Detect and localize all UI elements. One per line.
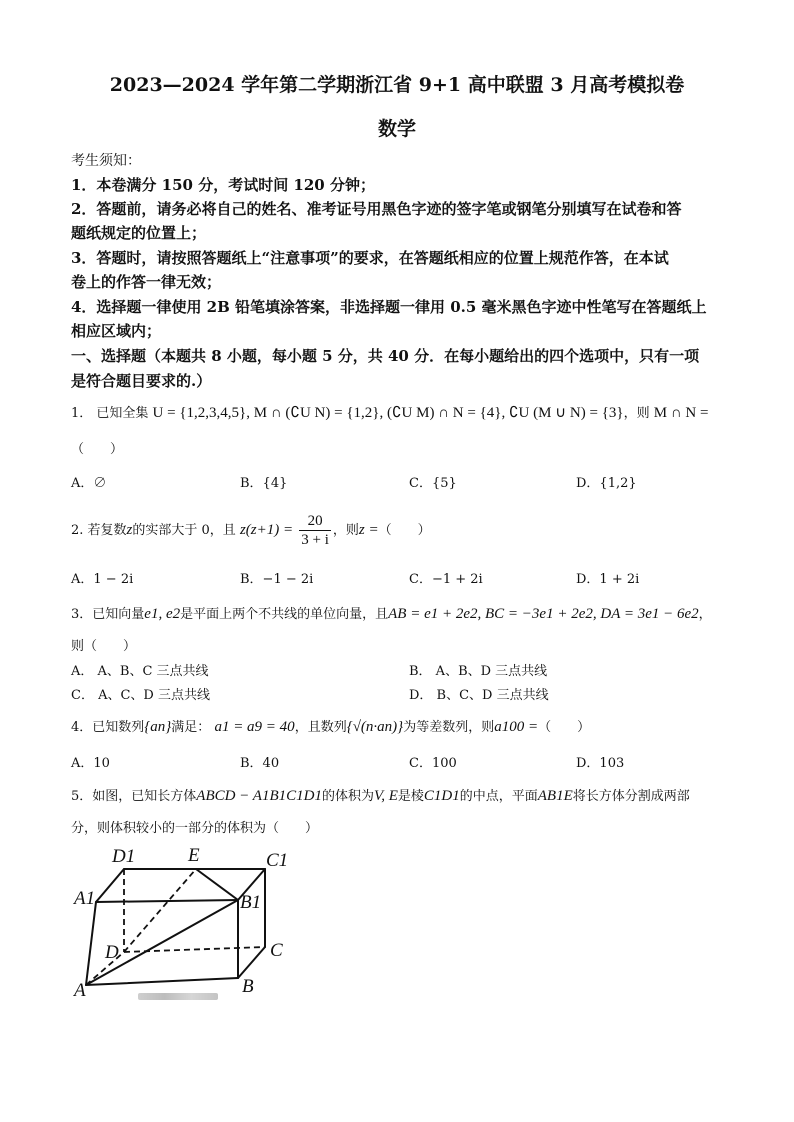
q2-tail: ，则 [332, 523, 359, 538]
q4-option-d: D．103 [576, 756, 625, 771]
label-b1: B1 [240, 892, 262, 913]
q4-option-c: C．100 [409, 756, 457, 771]
q1-ask: ，则 [623, 406, 650, 421]
label-a: A [74, 980, 86, 1001]
notice-item-3: 3．答题时，请按照答题纸上“注意事项”的要求，在答题纸相应的位置上规范作答，在本试 [71, 249, 669, 267]
q1-cond2: , (∁U M) ∩ N = {4} [379, 405, 502, 421]
label-e: E [188, 845, 200, 866]
cuboid-figure [72, 842, 302, 1002]
question-2 [71, 512, 431, 549]
q2-option-b: B．−1 − 2i [240, 572, 314, 587]
notice-item-3-cont: 卷上的作答一律无效； [71, 273, 222, 291]
edge-aa1 [86, 902, 96, 985]
q5-line1-d: 的中点，平面 [459, 789, 538, 804]
section-heading-cont: 是符合题目要求的.） [71, 372, 212, 390]
q3-option-c: C． A、C、D 三点共线 [71, 688, 210, 703]
q2-paren: （ ） [378, 523, 431, 538]
q5-line1-b: 的体积为 [321, 789, 374, 804]
q4-mid3: 为等差数列，则 [403, 720, 495, 735]
q5-vars: V, E [373, 788, 398, 804]
q2-mid: 的实部大于 0，且 [132, 523, 236, 538]
q4-paren: （ ） [538, 720, 591, 735]
q1-target: M ∩ N = [653, 405, 709, 421]
q4-option-a: A．10 [71, 756, 110, 771]
label-b: B [242, 976, 254, 997]
q1-option-b: B．{4} [240, 476, 288, 491]
edge-a1b1 [96, 900, 238, 902]
q2-expr: z(z+1) = [239, 522, 294, 538]
q5-line1-a: 5．如图，已知长方体 [71, 789, 197, 804]
q4-mid2: ，且数列 [294, 720, 347, 735]
q4-stem: 4．已知数列 [71, 720, 145, 735]
q4-option-b: B．40 [240, 756, 280, 771]
q1-cond1: , M ∩ (∁U N) = {1,2} [246, 405, 380, 421]
question-1 [71, 402, 708, 422]
q3-vectors: e1, e2 [144, 606, 181, 622]
notice-item-4-cont: 相应区域内； [71, 322, 162, 340]
q3-stem: 3．已知向量 [71, 607, 145, 622]
label-c1: C1 [266, 850, 289, 871]
q2-option-a: A．1 − 2i [71, 572, 134, 587]
watermark-strip [138, 993, 218, 1000]
q5-plane: AB1E [537, 788, 573, 804]
q2-ask: z = [358, 522, 379, 538]
q3-mid: 是平面上两个不共线的单位向量，且 [180, 607, 389, 622]
q2-stem: 2. 若复数 [71, 523, 127, 538]
q3-option-a: A． A、B、C 三点共线 [71, 664, 209, 679]
q3-option-d: D． B、C、D 三点共线 [409, 688, 549, 703]
notice-item-2-cont: 题纸规定的位置上； [71, 224, 207, 242]
notice-item-4: 4．选择题一律使用 2B 铅笔填涂答案，非选择题一律用 0.5 毫米黑色字迹中性笔写在答题纸上 [71, 298, 707, 316]
q4-sequence: {an} [144, 719, 172, 735]
q4-sequence-2: {√(n·an)} [346, 719, 404, 735]
q1-cond3: , ∁U (M ∪ N) = {3} [501, 405, 624, 421]
q3-option-b: B． A、B、D 三点共线 [409, 664, 548, 679]
q1-option-c: C．{5} [409, 476, 457, 491]
q1-stem: 1． 已知全集 [71, 406, 149, 421]
exam-title: 2023—2024 学年第二学期浙江省 9+1 高中联盟 3 月高考模拟卷 [109, 74, 685, 96]
q1-option-d: D．{1,2} [576, 476, 637, 491]
q5-edge: C1D1 [423, 788, 460, 804]
label-d1: D1 [112, 846, 136, 867]
subject-title: 数学 [377, 118, 416, 140]
edge-ab [86, 978, 238, 985]
q2-option-d: D．1 + 2i [576, 572, 640, 587]
q4-mid: 满足： [171, 720, 211, 735]
edge-a1d1 [96, 869, 124, 902]
notice-item-1: 1．本卷满分 150 分，考试时间 120 分钟； [71, 176, 375, 194]
q3-vector-relations: AB = e1 + 2e2, BC = −3e1 + 2e2, DA = 3e1 − 6e2 [388, 606, 699, 622]
q5-line1-c: 是棱 [397, 789, 424, 804]
q3-ask: 则（ ） [71, 639, 137, 654]
q1-paren: （ ） [71, 442, 124, 457]
notice-heading: 考生须知： [71, 153, 141, 169]
question-5 [71, 785, 690, 805]
question-4 [71, 716, 590, 736]
q2-var: z [126, 522, 133, 538]
q5-solid: ABCD − A1B1C1D1 [196, 788, 322, 804]
segment-eb1 [196, 869, 238, 900]
q2-option-c: C．−1 + 2i [409, 572, 483, 587]
hidden-edge-dc [124, 947, 265, 952]
q2-numerator: 20 [299, 512, 331, 531]
q4-condition: a1 = a9 = 40 [214, 719, 295, 735]
q1-option-a: A．∅ [71, 476, 107, 491]
q5-line2: 分，则体积较小的一部分的体积为（ ） [71, 821, 319, 836]
edge-bc [238, 947, 265, 978]
q2-denominator: 3 + i [301, 532, 329, 548]
section-heading: 一、选择题（本题共 8 小题，每小题 5 分，共 40 分．在每小题给出的四个选项中，只有一项 [71, 347, 700, 365]
question-3: 3．已知向量e1, e2是平面上两个不共线的单位向量，且AB = e1 + 2e2, BC = −3e1 + 2e2, DA = 3e1 − 6e2， [71, 606, 712, 622]
q1-universal-set: U = {1,2,3,4,5} [152, 405, 247, 421]
label-c: C [270, 940, 283, 961]
q4-ask: a100 = [494, 719, 539, 735]
q5-line1-e: 将长方体分割成两部 [572, 789, 690, 804]
hidden-segment-de [124, 869, 196, 952]
q2-fraction [299, 512, 331, 549]
notice-item-2: 2．答题前，请务必将自己的姓名、准考证号用黑色字迹的签字笔或钢笔分别填写在试卷和答 [71, 200, 682, 218]
label-a1: A1 [74, 888, 96, 909]
label-d: D [105, 942, 119, 963]
